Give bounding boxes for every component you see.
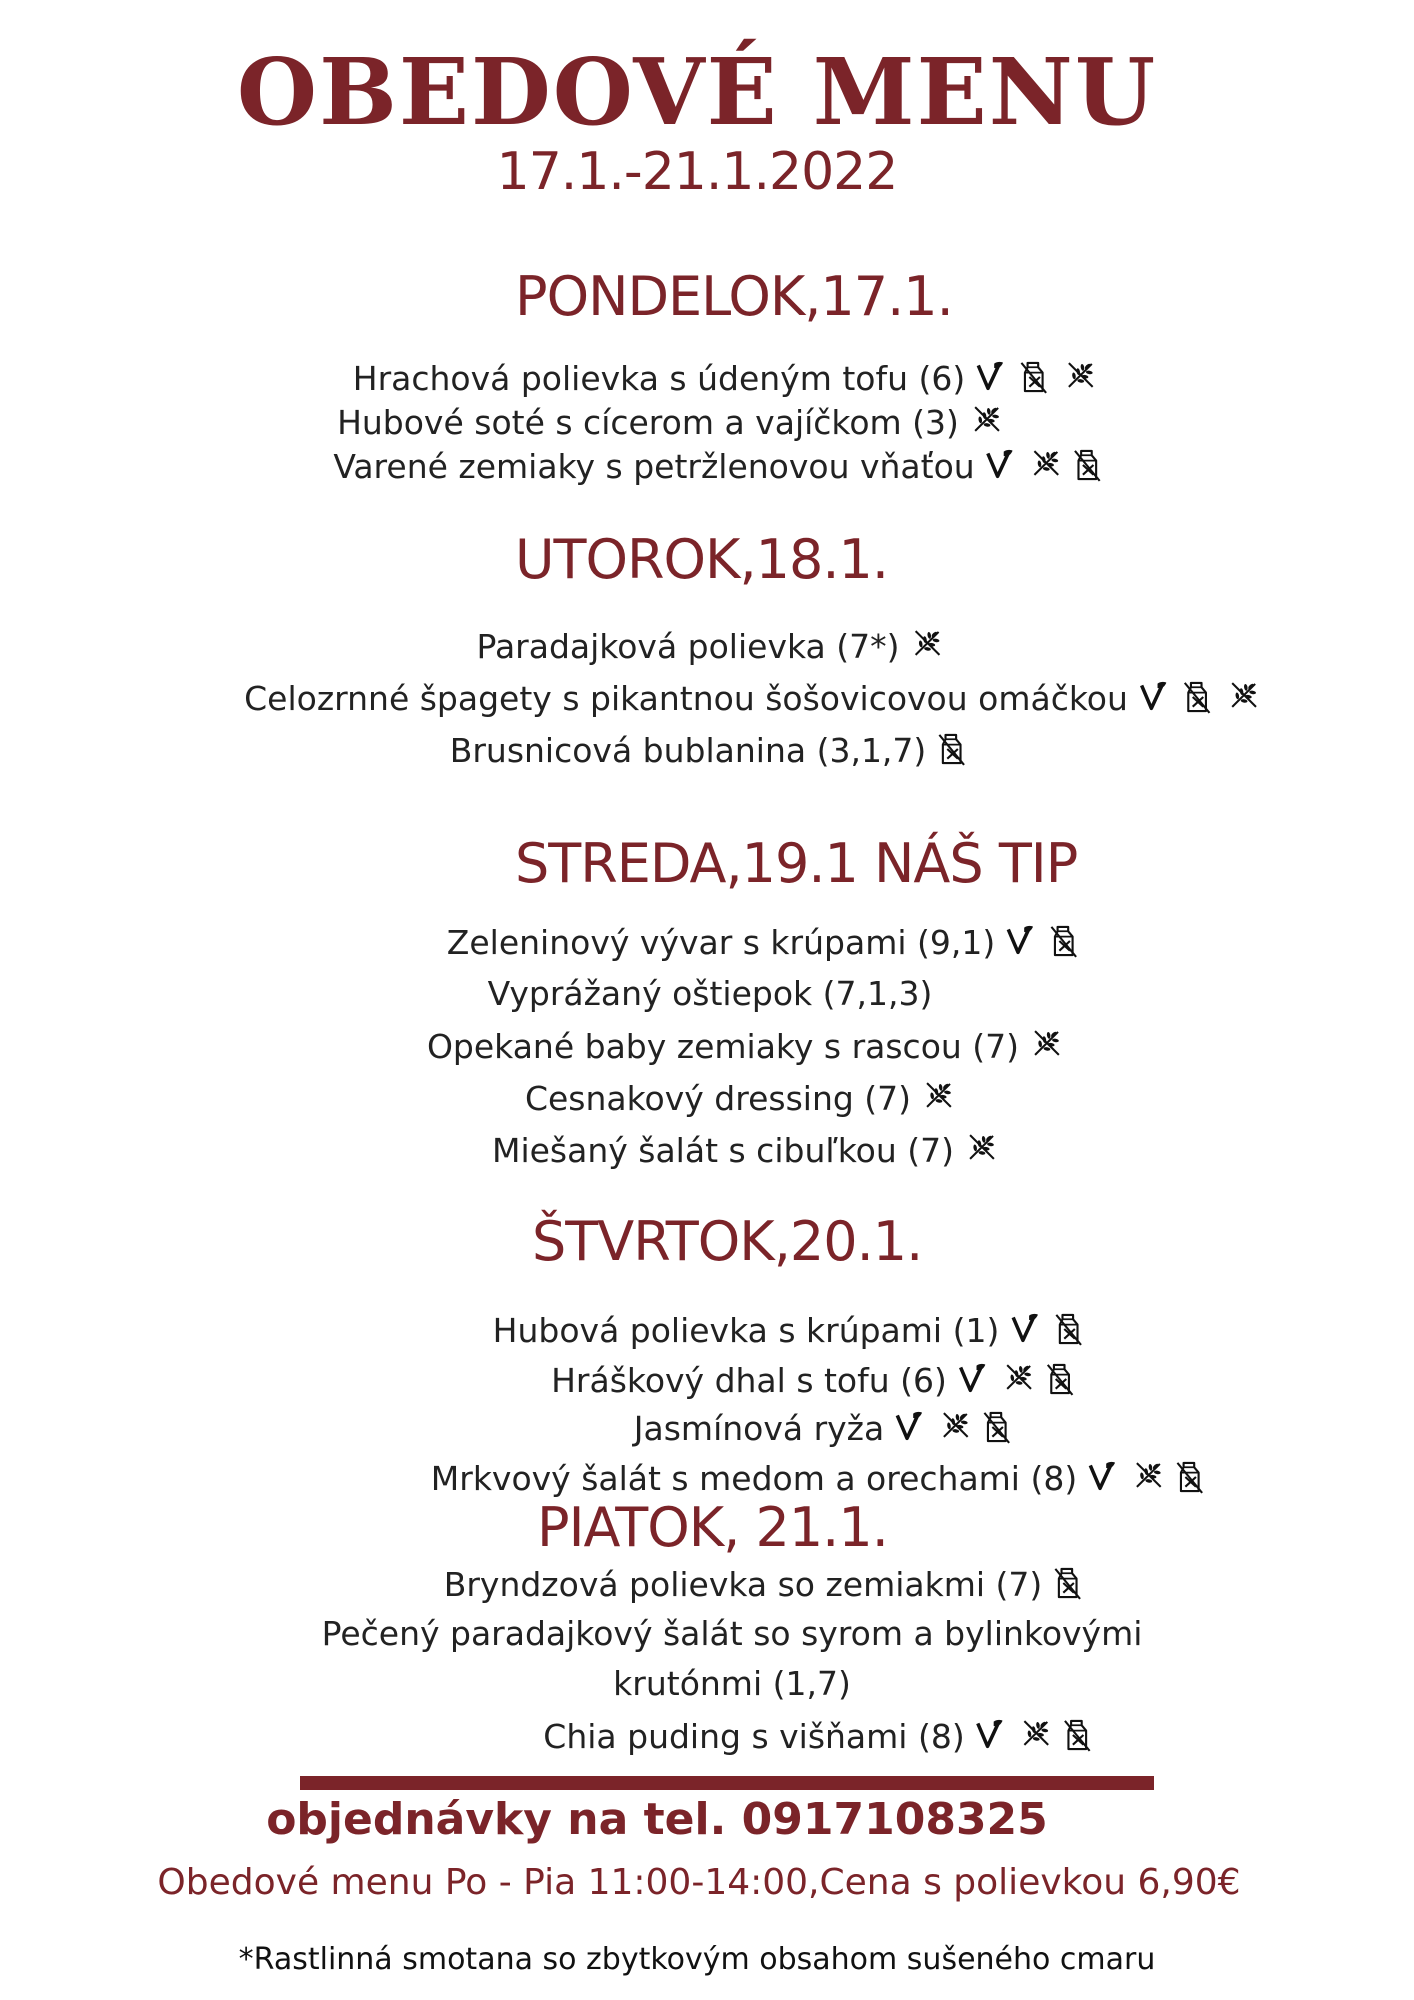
- no-gluten-icon: [969, 402, 1003, 442]
- vegan-icon: [985, 446, 1019, 486]
- no-gluten-icon: [1019, 1716, 1053, 1756]
- menu-item-text: Vyprážaný oštiepok (7,1,3): [487, 974, 933, 1013]
- menu-item-text: Varené zemiaky s petržlenovou vňaťou: [333, 446, 975, 486]
- menu-item: [525, 1078, 955, 1118]
- diet-icons: [964, 1130, 998, 1170]
- menu-dates: 17.1.-21.1.2022: [496, 142, 898, 202]
- menu-item: [333, 446, 1106, 486]
- diet-icons: [909, 626, 943, 666]
- no-milk-icon: [1175, 1458, 1209, 1498]
- no-gluten-icon: [1001, 1360, 1035, 1400]
- no-milk-icon: [1073, 446, 1107, 486]
- diet-icons: [1009, 1310, 1087, 1350]
- menu-item-text: Bryndzová polievka so zemiakmi (7): [443, 1564, 1043, 1604]
- menu-item: [488, 974, 943, 1013]
- diet-icons: [1052, 1564, 1086, 1604]
- menu-item-text: Brusnicová bublanina (3,1,7): [449, 730, 927, 770]
- no-milk-icon: [1049, 922, 1083, 962]
- menu-item-text: Pečený paradajkový šalát so syrom a bylinkovými: [321, 1614, 1143, 1653]
- no-milk-icon: [1045, 1360, 1079, 1400]
- menu-item: [492, 1130, 998, 1170]
- vegan-icon: [1005, 922, 1039, 962]
- no-milk-icon: [982, 1408, 1016, 1448]
- no-milk-icon: [1019, 358, 1053, 398]
- menu-item: [634, 1408, 1016, 1448]
- vegan-icon: [975, 358, 1009, 398]
- menu-item: [450, 730, 971, 770]
- menu-item: [477, 626, 944, 666]
- menu-item-text: Hubové soté s cícerom a vajíčkom (3): [337, 402, 959, 442]
- menu-item-text: Hrachová polievka s údeným tofu (6): [352, 358, 966, 398]
- no-gluten-icon: [1226, 678, 1260, 718]
- vegan-icon: [894, 1408, 928, 1448]
- day-heading-tuesday: UTOROK,18.1.: [515, 528, 889, 591]
- menu-item-text: Opekané baby zemiaky s rascou (7): [426, 1026, 1020, 1066]
- menu-hours-price: Obedové menu Po - Pia 11:00-14:00,Cena s polievkou 6,90€: [157, 1862, 1241, 1903]
- day-heading-thursday: ŠTVRTOK,20.1.: [532, 1210, 923, 1273]
- diet-icons: [975, 1716, 1097, 1756]
- order-phone: objednávky na tel. 0917108325: [266, 1794, 1048, 1845]
- no-milk-icon: [1052, 1564, 1086, 1604]
- menu-item: [551, 1360, 1079, 1400]
- menu-item-text: Miešaný šalát s cibuľkou (7): [491, 1130, 955, 1170]
- no-gluten-icon: [964, 1130, 998, 1170]
- menu-item-text: Zeleninový vývar s krúpami (9,1): [446, 922, 996, 962]
- no-milk-icon: [936, 730, 970, 770]
- menu-item-text: krutónmi (1,7): [613, 1664, 851, 1703]
- menu-item-text: Jasmínová ryža: [633, 1408, 885, 1448]
- day-heading-monday: PONDELOK,17.1.: [515, 265, 953, 328]
- diet-icons: [975, 358, 1097, 398]
- no-gluten-icon: [1063, 358, 1097, 398]
- no-gluten-icon: [1029, 446, 1063, 486]
- menu-item-text: Hubová polievka s krúpami (1): [492, 1310, 1000, 1350]
- no-milk-icon: [1182, 678, 1216, 718]
- diet-icons: [936, 730, 970, 770]
- diet-icons: [969, 402, 1003, 442]
- day-heading-wednesday: STREDA,19.1 NÁŠ TIP: [515, 832, 1078, 895]
- menu-item-text: Chia puding s višňami (8): [543, 1716, 965, 1756]
- menu-item: [493, 1310, 1088, 1350]
- diet-icons: [1029, 1026, 1063, 1066]
- vegan-icon: [1138, 678, 1172, 718]
- menu-item-text: Hráškový dhal s tofu (6): [551, 1360, 947, 1400]
- footnote: *Rastlinná smotana so zbytkovým obsahom sušeného cmaru: [238, 1942, 1156, 1977]
- diet-icons: [894, 1408, 1016, 1448]
- menu-item: [244, 678, 1260, 718]
- menu-item-text: Mrkvový šalát s medom a orechami (8): [430, 1458, 1078, 1498]
- no-milk-icon: [1063, 1716, 1097, 1756]
- menu-item-text: Paradajková polievka (7*): [476, 626, 900, 666]
- no-milk-icon: [1053, 1310, 1087, 1350]
- menu-item-text: Celozrnné špagety s pikantnou šošovicovou omáčkou: [244, 678, 1128, 718]
- menu-title: OBEDOVÉ MENU: [236, 38, 1158, 146]
- no-gluten-icon: [938, 1408, 972, 1448]
- menu-item: [427, 1026, 1063, 1066]
- diet-icons: [1087, 1458, 1209, 1498]
- no-gluten-icon: [1029, 1026, 1063, 1066]
- diet-icons: [985, 446, 1107, 486]
- day-heading-friday: PIATOK, 21.1.: [537, 1496, 888, 1559]
- menu-item: [353, 358, 1097, 398]
- diet-icons: [957, 1360, 1079, 1400]
- menu-item: [613, 1664, 861, 1703]
- menu-item: [543, 1716, 1096, 1756]
- menu-item: [444, 1564, 1087, 1604]
- menu-item: [431, 1458, 1209, 1498]
- diet-icons: [1005, 922, 1083, 962]
- no-gluten-icon: [921, 1078, 955, 1118]
- menu-item: [322, 1614, 1153, 1653]
- no-gluten-icon: [909, 626, 943, 666]
- vegan-icon: [1087, 1458, 1121, 1498]
- diet-icons: [1138, 678, 1260, 718]
- menu-item: [337, 402, 1003, 442]
- footer-divider: [300, 1776, 1154, 1790]
- diet-icons: [921, 1078, 955, 1118]
- vegan-icon: [957, 1360, 991, 1400]
- menu-item: [447, 922, 1083, 962]
- menu-item-text: Cesnakový dressing (7): [524, 1078, 912, 1118]
- no-gluten-icon: [1131, 1458, 1165, 1498]
- vegan-icon: [975, 1716, 1009, 1756]
- vegan-icon: [1009, 1310, 1043, 1350]
